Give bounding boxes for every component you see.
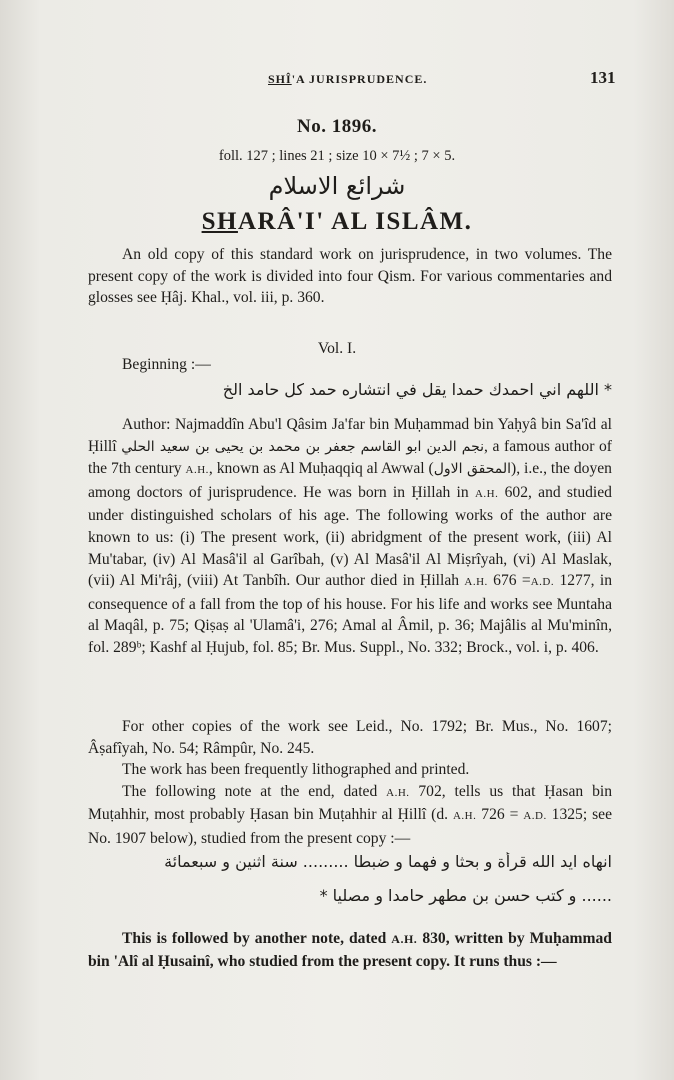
running-head-title: SHÎ'A JURISPRUDENCE. (268, 72, 428, 86)
volume-heading: Vol. I. (317, 340, 357, 357)
intro-paragraph: An old copy of this standard work on jurisprudence, in two volumes. The present copy of the work is divided into four Qism. For various commentaries and glosses see Ḥâj. Khal., vol. iii, p. 360. (88, 246, 612, 307)
following-note-paragraph: This is followed by another note, dated A.H. 830, written by Muḥammad bin 'Alî al Ḥusainî, who studied from the present copy. It runs thus :— (88, 930, 612, 970)
arabic-title: شرائع الاسلام (268, 172, 406, 200)
lithographed-line: The work has been frequently lithographed and printed. (122, 761, 470, 779)
other-copies-paragraph: For other copies of the work see Leid., No. 1792; Br. Mus., No. 1607; Âṣafîyah, No. 54; Râmpûr, No. 245. The work has been frequently lithographed and printed. The following note at the end, dated A.H. 702, tells us that Ḥasan bin Muṭahhir, most probably Ḥasan bin Muṭahhir al Ḥillî (d. A.H. 726 = A.D. 1325; see No. 1907 below), studied from the present copy :— (88, 716, 612, 850)
page-number: 131 (590, 68, 616, 87)
work-title: SHARÂ'I' AL ISLÂM. (201, 208, 473, 235)
note-arabic-line-1: انهاه ايد الله قرأة و بحثا و فهما و ضبطا ......... سنة اثنين و سبعمائة (164, 852, 612, 871)
folio-description: foll. 127 ; lines 21 ; size 10 × 7½ ; 7 × 5. (218, 148, 456, 164)
beginning-arabic: * اللهم اني احمدك حمدا يقل في انتشاره حمد كل حامد الخ (222, 380, 612, 399)
author-arabic-name: نجم الدين ابو القاسم جعفر بن محمد بن يحيى بن سعيد الحلي (121, 438, 485, 455)
running-head (0, 68, 674, 92)
entry-number: No. 1896. (297, 116, 377, 137)
note-arabic-line-2: ...... و كتب حسن بن مطهر حامدا و مصليا * (319, 886, 612, 905)
note-paragraph: The following note at the end, dated A.H. 702, tells us that Ḥasan bin Muṭahhir, most probably Ḥasan bin Muṭahhir al Ḥillî (d. A.H. 726 = A.D. 1325; see No. 1907 below), studied from the present copy :— (88, 782, 612, 847)
author-paragraph: Author: Najmaddîn Abu'l Qâsim Ja'far bin Muḥammad bin Yaḥyâ bin Sa'îd al Ḥillî نجم الدين ابو القاسم جعفر بن محمد بن يحيى بن سعيد الحلي, a famous author of the 7th century A.H., known as Al Muḥaqqiq al Awwal (المحقق الاول), i.e., the doyen among doctors of jurisprudence. He was born in Ḥillah in A.H. 602, and studied under distinguished scholars of his age. The following works of the author are known to us: (i) The present work, (ii) abridgment of the present work, (iii) Al Mu'tabar, (iv) Al Masâ'il al Garîbah, (v) Al Masâ'il Al Miṣrîyah, (vi) Al Maslak, (vii) Al Mi'râj, (viii) At Tanbîh. Our author died in Ḥillah A.H. 676 =A.D. 1277, in consequence of a fall from the top of his house. For his life and works see Muntaha al Maqâl, p. 75; Qiṣaṣ al 'Ulamâ'i, 276; Amal al Âmil, p. 36; Majâlis al Mu'minîn, fol. 289ᵇ; Kashf al Ḥujub, fol. 85; Br. Mus. Suppl., No. 332; Brock., vol. i, p. 406. (88, 416, 612, 656)
author-arabic-epithet: المحقق الاول (433, 461, 512, 478)
beginning-label: Beginning :— (122, 356, 211, 373)
